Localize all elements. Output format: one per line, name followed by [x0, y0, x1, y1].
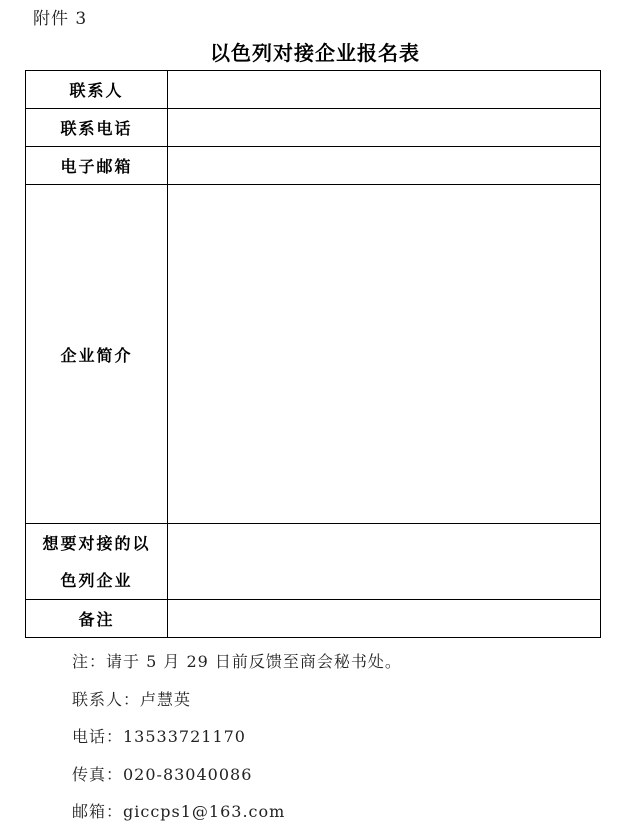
target-companies-label-line1: 想要对接的以 — [42, 533, 151, 553]
notes-section — [72, 643, 402, 831]
contact-person-info: 联系人：卢慧英 — [72, 689, 192, 709]
phone-info: 电话：13533721170 — [72, 727, 246, 746]
email-field[interactable] — [168, 147, 601, 185]
attachment-number: 附件 3 — [33, 9, 88, 29]
form-row-contact-phone — [26, 109, 601, 147]
contact-person-field[interactable] — [168, 71, 601, 109]
form-row-target-companies — [26, 524, 601, 600]
contact-person-label: 联系人 — [26, 71, 168, 109]
form-row-email — [26, 147, 601, 185]
form-row-company-intro — [26, 185, 601, 524]
remarks-field[interactable] — [168, 600, 601, 638]
form-row-remarks — [26, 600, 601, 638]
company-intro-field[interactable] — [168, 185, 601, 524]
remarks-label: 备注 — [26, 600, 168, 638]
fax-info: 传真：020-83040086 — [72, 764, 253, 784]
contact-phone-label: 联系电话 — [26, 109, 168, 147]
form-row-contact-person — [26, 71, 601, 109]
email-label: 电子邮箱 — [26, 147, 168, 185]
target-companies-label-line2: 色列企业 — [60, 570, 133, 590]
deadline-note: 注：请于 5 月 29 日前反馈至商会秘书处。 — [72, 652, 402, 671]
company-intro-label: 企业简介 — [26, 185, 168, 524]
registration-form-table — [25, 70, 601, 638]
target-companies-label — [26, 524, 168, 600]
contact-phone-field[interactable] — [168, 109, 601, 147]
target-companies-field[interactable] — [168, 524, 601, 600]
email-info: 邮箱：giccps1@163.com — [72, 802, 286, 821]
page-title: 以色列对接企业报名表 — [210, 41, 420, 65]
